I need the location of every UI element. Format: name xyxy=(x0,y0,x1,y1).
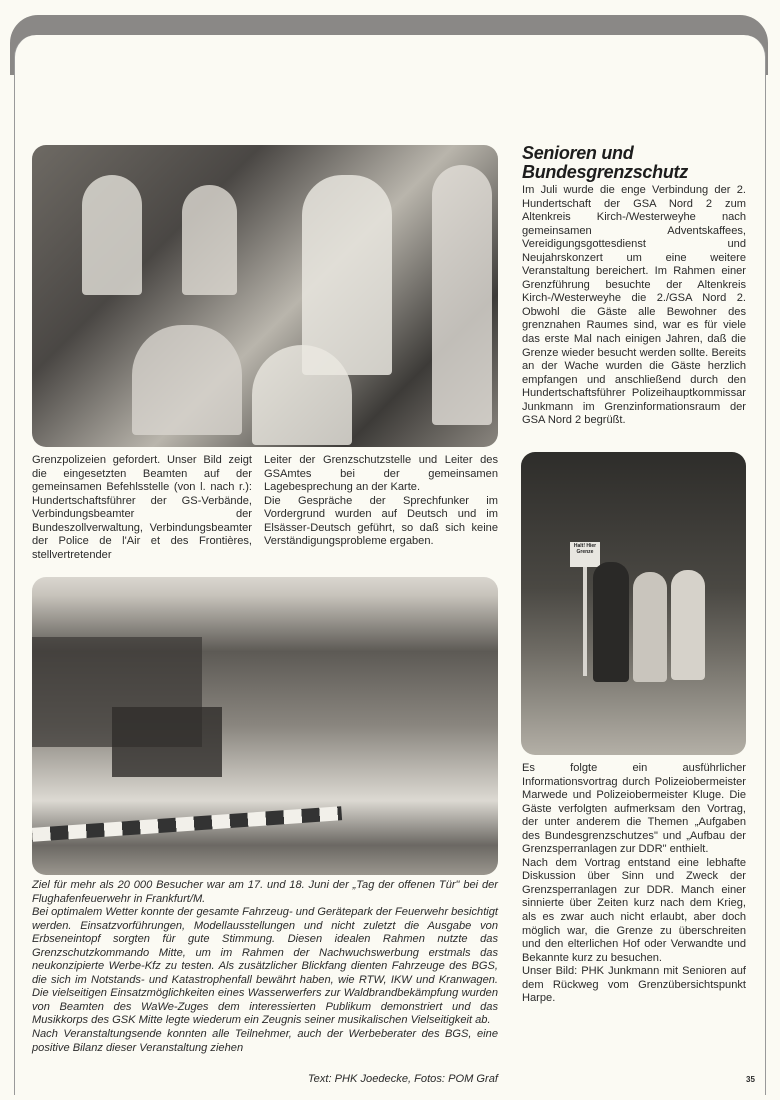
right-article-p3: Nach dem Vortrag entstand eine lebhafte Diskussion über Sinn und Zweck der Grenzsperranlagen zur DDR. Manch einer sinnierte über Zeiten kurz nach dem Krieg, als es zwar auch nicht erlaubt, aber doch möglich war, die Grenze zu überschreiten und den elterlichen Hof oder Verwandte und Bekannte kurz zu besuchen. xyxy=(522,856,746,964)
top-caption-col1: Grenzpolizeien gefordert. Unser Bild zeigt die eingesetzten Beamten auf der gemeinsamen Befehlsstelle (von l. nach r.): Hundertschaftsführer der GS-Verbände, Verbindungsbeamter der Bundeszollverwaltung, Verbindungsbeamter der Police de l'Air et des Frontières, stellvertretender xyxy=(32,454,252,561)
page-number: 35 xyxy=(746,1075,755,1084)
photo-seniors-border-walk xyxy=(521,452,746,755)
border-sign: Halt! Hier Grenze xyxy=(570,542,600,567)
top-caption-col2 xyxy=(264,454,498,549)
bottom-article-p1: Ziel für mehr als 20 000 Besucher war am 17. und 18. Juni der „Tag der offenen Tür" bei der Flughafenfeuerwehr in Frankfurt/M. xyxy=(32,879,498,905)
bottom-article-p2: Bei optimalem Wetter konnte der gesamte Fahrzeug- und Gerätepark der Feuerwehr besichtigt werden. Einsatzvorführungen, Modellausstellungen und nicht zuletzt die Ausgabe von Erbseneintopf sorgten für gute Stimmung. Diesen idealen Rahmen nutzte das Grenzschutzkommando Mitte, um im Rahmen der Nachwuchswerbung erstmals das neukonzipierte Werbe-Kfz zu testen. Als zusätzlicher Blickfang dienten Fahrzeuge des BGS, die sich im Notstands- und Katastrophenfall bewährt haben, wie RTW, IKW und Kranwagen. Die vielseitigen Einsatzmöglichkeiten eines Wasserwerfers zur Waldbrandbekämpfung wurden von Beamten des WaWe-Zuges dem interessierten Publikum demonstriert und das Musikkorps des GSK Mitte legte wiederum ein Zeugnis seiner musikalischen Vielseitigkeit ab. xyxy=(32,906,498,1027)
top-caption-col2-p1: Leiter der Grenzschutzstelle und Leiter des GSAmtes bei der gemeinsamen Lagebesprechung an der Karte. xyxy=(264,454,498,494)
right-article-p1: Im Juli wurde die enge Verbindung der 2. Hundertschaft der GSA Nord 2 zum Altenkreis Kirch-/Westerweyhe nach gemeinsamen Adventskaffees, Vereidigungsgottesdienst und Neujahrskonzert um eine weitere Veranstaltung bereichert. Im Rahmen einer Grenzführung besuchte der Altenkreis Kirch-/Westerweyhe die 2./GSA Nord 2. Obwohl die Gäste alle Bewohner des grenznahen Raumes sind, war es für viele das erste Mal nach einigen Jahren, daß die Grenze wieder besucht werden sollte. Bereits an der Wache wurden die Gäste herzlich empfangen und anschließend durch den Hundertschaftsführer Polizeihauptkommissar Junkmann im Grenzinformationsraum der GSA Nord 2 begrüßt. xyxy=(522,184,746,427)
right-article-p2: Es folgte ein ausführlicher Informationsvortrag durch Polizeiobermeister Marwede und Polizeiobermeister Kluge. Die Gäste verfolgten aufmerksam den Vortrag, der unter anderem die Themen „Aufgaben des Bundesgrenzschutzes" und „Aufbau der Grenzsperranlagen zur DDR" enthielt. xyxy=(522,762,746,856)
right-article-p4: Unser Bild: PHK Junkmann mit Senioren auf dem Rückweg vom Grenzübersichtspunkt Harpe. xyxy=(522,965,746,1005)
photo-command-post-officers xyxy=(32,145,498,447)
article-heading: Senioren und Bundesgrenzschutz xyxy=(522,143,688,182)
bottom-article-text xyxy=(32,879,498,1055)
photo-airport-open-day-crowd xyxy=(32,577,498,875)
top-caption-col2-p2: Die Gespräche der Sprechfunker im Vordergrund wurden auf Deutsch und im Elsässer-Deutsch geführt, so daß sich keine Verständigungsprobleme ergaben. xyxy=(264,494,498,548)
right-article-continued xyxy=(522,762,746,1006)
bottom-article-p3: Nach Veranstaltungsende konnten alle Teilnehmer, auch der Werbeberater des BGS, eine positive Bilanz dieser Veranstaltung ziehen xyxy=(32,1028,498,1054)
sign-post xyxy=(583,566,587,676)
article-credit: Text: PHK Joedecke, Fotos: POM Graf xyxy=(307,1073,498,1085)
